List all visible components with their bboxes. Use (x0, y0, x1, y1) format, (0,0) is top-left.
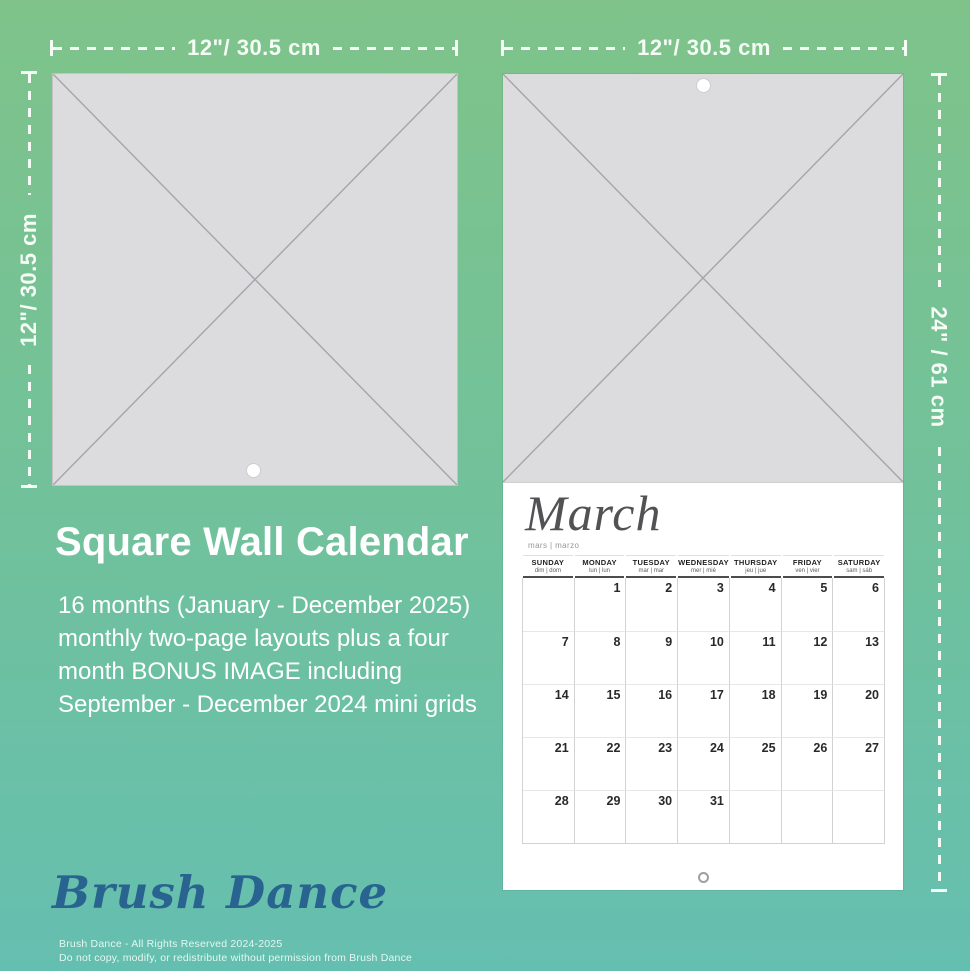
day-name-translation: ven | vier (795, 568, 820, 574)
date-cell: 31 (678, 790, 730, 843)
day-name-translation: sam | sáb (846, 568, 873, 574)
date-cell: 21 (523, 737, 575, 790)
date-cell: 16 (626, 684, 678, 737)
day-name: THURSDAY (734, 558, 778, 567)
date-cell (523, 578, 575, 631)
copyright-notice (59, 937, 412, 965)
date-cell: 10 (678, 631, 730, 684)
day-name: TUESDAY (632, 558, 670, 567)
calendar-page-mockup (503, 74, 903, 890)
date-cell: 15 (575, 684, 627, 737)
dimension-dashed-line (53, 47, 175, 50)
calendar-date-grid (522, 578, 885, 844)
product-description (58, 589, 477, 721)
dimension-height-left-square (13, 71, 45, 488)
date-cell: 6 (833, 578, 885, 631)
day-name: MONDAY (582, 558, 617, 567)
date-cell: 14 (523, 684, 575, 737)
product-title: Square Wall Calendar (55, 520, 469, 564)
day-header (523, 555, 573, 578)
dimension-height-label: 12"/ 30.5 cm (16, 212, 42, 347)
square-image-placeholder (52, 73, 458, 486)
date-cell: 20 (833, 684, 885, 737)
day-name: WEDNESDAY (678, 558, 729, 567)
date-cell: 28 (523, 790, 575, 843)
dimension-end-tick (931, 889, 947, 892)
description-line: monthly two-page layouts plus a four (58, 625, 449, 652)
day-header (731, 555, 781, 578)
dimension-dashed-line (333, 47, 455, 50)
dimension-dashed-line (28, 74, 31, 195)
description-line: 16 months (January - December 2025) (58, 592, 471, 619)
date-cell: 4 (730, 578, 782, 631)
day-header (575, 555, 625, 578)
day-name: SUNDAY (531, 558, 565, 567)
dimension-height-right-calendar (923, 73, 955, 892)
date-cell: 17 (678, 684, 730, 737)
date-cell: 9 (626, 631, 678, 684)
copyright-line: Do not copy, modify, or redistribute without permission from Brush Dance (59, 952, 413, 964)
day-header (678, 555, 729, 578)
dimension-dashed-line (938, 447, 941, 889)
month-subtitle: mars | marzo (528, 541, 580, 550)
date-cell (730, 790, 782, 843)
copyright-line: Brush Dance - All Rights Reserved 2024-2025 (59, 938, 283, 950)
dimension-end-tick (455, 40, 458, 56)
hang-hole (247, 464, 260, 477)
calendar-month-header (525, 485, 662, 550)
dimension-width-left-square (50, 34, 458, 62)
dimension-dashed-line (504, 47, 625, 50)
day-name-translation: dim | dom (534, 568, 561, 574)
month-title: March (525, 485, 662, 541)
day-header (626, 555, 676, 578)
placeholder-cross-icon (53, 74, 457, 485)
date-cell: 29 (575, 790, 627, 843)
description-line: month BONUS IMAGE including (58, 658, 403, 685)
date-cell (833, 790, 885, 843)
day-name-translation: jeu | jue (745, 568, 767, 574)
date-cell: 13 (833, 631, 885, 684)
date-cell: 1 (575, 578, 627, 631)
calendar-day-header-row (522, 555, 885, 578)
dimension-dashed-line (783, 47, 904, 50)
date-cell: 23 (626, 737, 678, 790)
hang-hole (697, 79, 710, 92)
date-cell: 7 (523, 631, 575, 684)
date-cell: 19 (782, 684, 834, 737)
calendar-image-placeholder (503, 74, 903, 483)
placeholder-cross-icon (503, 74, 903, 482)
date-cell: 5 (782, 578, 834, 631)
day-header (783, 555, 833, 578)
date-cell: 25 (730, 737, 782, 790)
date-cell: 8 (575, 631, 627, 684)
date-cell: 18 (730, 684, 782, 737)
dimension-width-label: 12"/ 30.5 cm (187, 35, 321, 60)
hang-hole-outline (698, 872, 709, 883)
description-line: September - December 2024 mini grids (58, 691, 477, 718)
day-name-translation: lun | lun (589, 568, 610, 574)
dimension-end-tick (904, 40, 907, 56)
date-cell: 27 (833, 737, 885, 790)
date-cell: 12 (782, 631, 834, 684)
dimension-end-tick (21, 485, 37, 488)
dimension-dashed-line (938, 76, 941, 287)
dimension-dashed-line (28, 365, 31, 486)
date-cell (782, 790, 834, 843)
brush-dance-logo: Brush Dance (52, 866, 389, 919)
day-name: FRIDAY (792, 558, 822, 567)
date-cell: 2 (626, 578, 678, 631)
date-cell: 22 (575, 737, 627, 790)
date-cell: 3 (678, 578, 730, 631)
dimension-width-label: 12"/ 30.5 cm (637, 35, 771, 60)
day-name-translation: mer | mié (691, 568, 716, 574)
day-name-translation: mar | mar (638, 568, 665, 574)
date-cell: 11 (730, 631, 782, 684)
calendar-grid (522, 555, 885, 844)
day-header (834, 555, 884, 578)
dimension-width-right-calendar (501, 34, 907, 62)
date-cell: 26 (782, 737, 834, 790)
dimension-height-label: 24" / 61 cm (927, 306, 952, 428)
date-cell: 30 (626, 790, 678, 843)
day-name: SATURDAY (837, 558, 881, 567)
date-cell: 24 (678, 737, 730, 790)
